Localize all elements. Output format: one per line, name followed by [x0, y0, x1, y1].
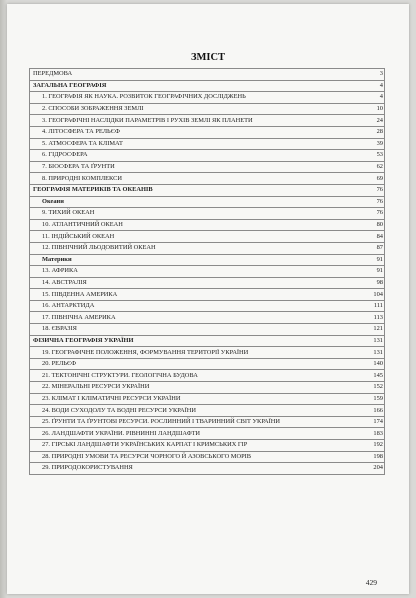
- toc-entry-page: 62: [373, 161, 384, 173]
- toc-entry-title: ЗАГАЛЬНА ГЕОГРАФІЯ: [30, 80, 374, 92]
- toc-entry-title: ГЕОГРАФІЯ МАТЕРИКІВ ТА ОКЕАНІВ: [30, 184, 374, 196]
- page-number: 429: [365, 578, 377, 587]
- toc-row: [30, 440, 385, 452]
- toc-entry-page: 131: [373, 335, 384, 347]
- toc-row: [30, 208, 385, 220]
- toc-entry-page: 183: [373, 428, 384, 440]
- toc-entry-page: 76: [373, 184, 384, 196]
- toc-entry-page: 131: [373, 347, 384, 359]
- page-title: ЗМІСТ: [190, 52, 226, 63]
- toc-row: [30, 324, 385, 336]
- toc-entry-page: 140: [373, 358, 384, 370]
- toc-row: [30, 393, 385, 405]
- toc-row: [30, 405, 385, 417]
- toc-row: [30, 312, 385, 324]
- toc-entry-page: 4: [373, 92, 384, 104]
- toc-entry-title: 28. ПРИРОДНІ УМОВИ ТА РЕСУРСИ ЧОРНОГО Й АЗОВСЬКОГО МОРІВ: [30, 451, 374, 463]
- toc-row: [30, 150, 385, 162]
- toc-entry-page: 28: [373, 126, 384, 138]
- toc-entry-page: 145: [373, 370, 384, 382]
- toc-row: [30, 161, 385, 173]
- toc-row: [30, 69, 385, 81]
- toc-row: [30, 126, 385, 138]
- toc-entry-page: 98: [373, 277, 384, 289]
- toc-row: [30, 115, 385, 127]
- toc-entry-title: 14. АВСТРАЛІЯ: [30, 277, 374, 289]
- toc-entry-page: 159: [373, 393, 384, 405]
- table-of-contents: [29, 68, 385, 475]
- toc-entry-page: 4: [373, 80, 384, 92]
- toc-row: [30, 382, 385, 394]
- toc-row: [30, 266, 385, 278]
- toc-entry-page: 152: [373, 382, 384, 394]
- toc-entry-title: 27. ГІРСЬКІ ЛАНДШАФТИ УКРАЇНСЬКИХ КАРПАТ І КРИМСЬКИХ ГІР: [30, 440, 374, 452]
- toc-entry-page: 80: [373, 219, 384, 231]
- toc-row: [30, 370, 385, 382]
- toc-entry-title: 22. МІНЕРАЛЬНІ РЕСУРСИ УКРАЇНИ: [30, 382, 374, 394]
- toc-row: [30, 428, 385, 440]
- toc-entry-title: ПЕРЕДМОВА: [30, 69, 374, 81]
- toc-entry-page: 3: [373, 69, 384, 81]
- toc-row: [30, 300, 385, 312]
- toc-entry-title: 18. ЄВРАЗІЯ: [30, 324, 374, 336]
- toc-row: [30, 416, 385, 428]
- document-page: [7, 4, 409, 594]
- toc-entry-page: 166: [373, 405, 384, 417]
- toc-entry-page: 39: [373, 138, 384, 150]
- toc-row: [30, 242, 385, 254]
- toc-entry-title: 25. ҐРУНТИ ТА ҐРУНТОВІ РЕСУРСИ. РОСЛИННИЙ І ТВАРИННИЙ СВІТ УКРАЇНИ: [30, 416, 374, 428]
- book-gutter-shadow: [0, 0, 7, 598]
- toc-entry-title: 29. ПРИРОДОКОРИСТУВАННЯ: [30, 463, 374, 475]
- toc-entry-page: 69: [373, 173, 384, 185]
- toc-entry-title: 7. БІОСФЕРА ТА ҐРУНТИ: [30, 161, 374, 173]
- toc-entry-title: ФІЗИЧНА ГЕОГРАФІЯ УКРАЇНИ: [30, 335, 374, 347]
- toc-row: [30, 173, 385, 185]
- toc-row: [30, 347, 385, 359]
- toc-entry-page: 84: [373, 231, 384, 243]
- toc-entry-title: 16. АНТАРКТИДА: [30, 300, 374, 312]
- toc-row: [30, 335, 385, 347]
- toc-entry-page: 10: [373, 103, 384, 115]
- toc-entry-title: 8. ПРИРОДНІ КОМПЛЕКСИ: [30, 173, 374, 185]
- toc-entry-title: 19. ГЕОГРАФІЧНЕ ПОЛОЖЕННЯ, ФОРМУВАННЯ ТЕРИТОРІЇ УКРАЇНИ: [30, 347, 374, 359]
- toc-row: [30, 196, 385, 208]
- toc-entry-title: 5. АТМОСФЕРА ТА КЛІМАТ: [30, 138, 374, 150]
- toc-entry-title: 11. ІНДІЙСЬКИЙ ОКЕАН: [30, 231, 374, 243]
- toc-entry-page: 204: [373, 463, 384, 475]
- toc-row: [30, 184, 385, 196]
- toc-row: [30, 219, 385, 231]
- toc-entry-page: 104: [373, 289, 384, 301]
- toc-entry-page: 91: [373, 254, 384, 266]
- toc-entry-title: Океани: [30, 196, 374, 208]
- toc-entry-page: 76: [373, 208, 384, 220]
- toc-entry-page: 87: [373, 242, 384, 254]
- toc-row: [30, 451, 385, 463]
- toc-entry-title: 26. ЛАНДШАФТИ УКРАЇНИ. РІВНИННІ ЛАНДШАФТИ: [30, 428, 374, 440]
- toc-row: [30, 138, 385, 150]
- toc-entry-page: 113: [373, 312, 384, 324]
- toc-entry-title: 2. СПОСОБИ ЗОБРАЖЕННЯ ЗЕМЛІ: [30, 103, 374, 115]
- toc-entry-title: 3. ГЕОГРАФІЧНІ НАСЛІДКИ ПАРАМЕТРІВ І РУХІВ ЗЕМЛІ ЯК ПЛАНЕТИ: [30, 115, 374, 127]
- toc-entry-page: 76: [373, 196, 384, 208]
- toc-entry-title: 1. ГЕОГРАФІЯ ЯК НАУКА. РОЗВИТОК ГЕОГРАФІЧНИХ ДОСЛІДЖЕНЬ: [30, 92, 374, 104]
- toc-entry-title: Материки: [30, 254, 374, 266]
- toc-entry-title: 17. ПІВНІЧНА АМЕРИКА: [30, 312, 374, 324]
- toc-row: [30, 103, 385, 115]
- toc-entry-title: 23. КЛІМАТ І КЛІМАТИЧНІ РЕСУРСИ УКРАЇНИ: [30, 393, 374, 405]
- toc-row: [30, 92, 385, 104]
- toc-entry-title: 21. ТЕКТОНІЧНІ СТРУКТУРИ. ГЕОЛОГІЧНА БУДОВА: [30, 370, 374, 382]
- toc-entry-page: 121: [373, 324, 384, 336]
- toc-entry-title: 6. ГІДРОСФЕРА: [30, 150, 374, 162]
- toc-entry-title: 15. ПІВДЕННА АМЕРИКА: [30, 289, 374, 301]
- toc-entry-page: 53: [373, 150, 384, 162]
- toc-row: [30, 289, 385, 301]
- toc-entry-page: 24: [373, 115, 384, 127]
- toc-entry-title: 4. ЛІТОСФЕРА ТА РЕЛЬЄФ: [30, 126, 374, 138]
- toc-entry-title: 13. АФРИКА: [30, 266, 374, 278]
- toc-entry-page: 111: [373, 300, 384, 312]
- toc-row: [30, 277, 385, 289]
- toc-entry-page: 198: [373, 451, 384, 463]
- toc-entry-page: 91: [373, 266, 384, 278]
- toc-entry-title: 9. ТИХИЙ ОКЕАН: [30, 208, 374, 220]
- toc-entry-title: 24. ВОДИ СУХОДОЛУ ТА ВОДНІ РЕСУРСИ УКРАЇНИ: [30, 405, 374, 417]
- toc-entry-page: 174: [373, 416, 384, 428]
- toc-row: [30, 231, 385, 243]
- toc-row: [30, 80, 385, 92]
- toc-row: [30, 463, 385, 475]
- toc-entry-title: 12. ПІВНІЧНИЙ ЛЬОДОВИТИЙ ОКЕАН: [30, 242, 374, 254]
- toc-entry-title: 20. РЕЛЬЄФ: [30, 358, 374, 370]
- toc-row: [30, 358, 385, 370]
- toc-entry-page: 192: [373, 440, 384, 452]
- toc-entry-title: 10. АТЛАНТИЧНИЙ ОКЕАН: [30, 219, 374, 231]
- toc-row: [30, 254, 385, 266]
